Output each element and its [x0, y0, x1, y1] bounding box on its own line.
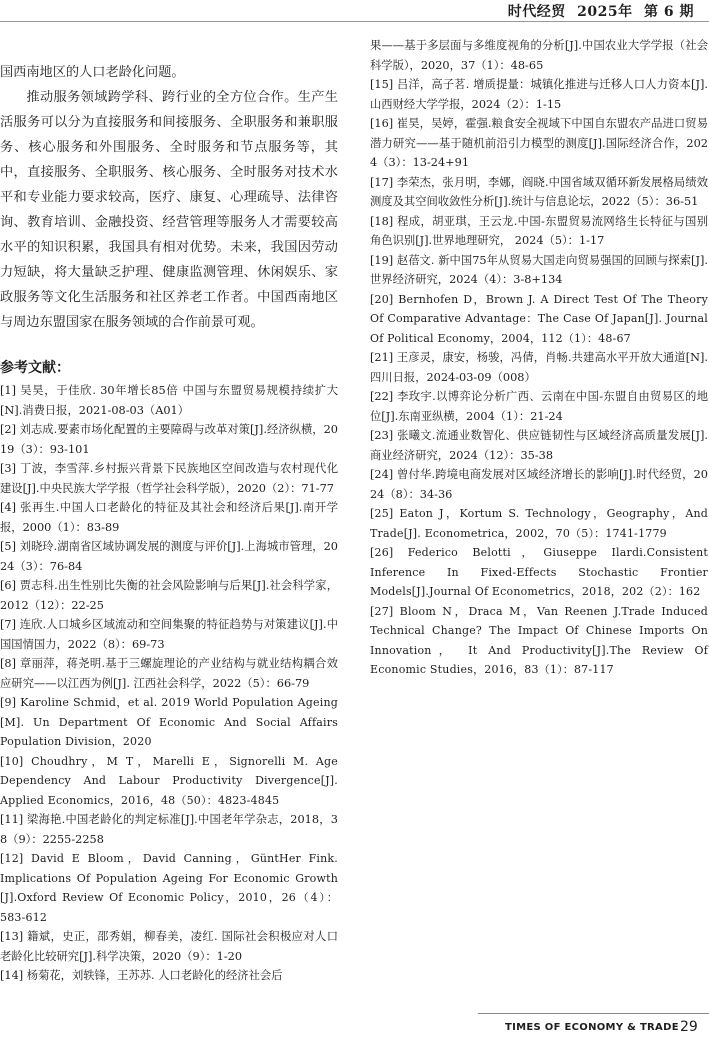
reference-item: [11] 梁海艳.中国老龄化的判定标准[J].中国老年学杂志，2018，38（9）：2255-2258 — [0, 813, 338, 846]
right-column — [370, 36, 708, 680]
reference-item: [26] Federico Belotti，Giuseppe Ilardi.Consistent Inference In Fixed-Effects Stochastic Frontier Models[J].Journal Of Econometrics，2018，202（2）：162 — [370, 546, 708, 598]
reference-item: [22] 李玫宇.以博弈论分析广西、云南在中国-东盟自由贸易区的地位[J].东南亚纵横，2004（1）：21-24 — [370, 390, 708, 423]
journal-name: 时代经贸 — [507, 4, 566, 20]
reference-item: [12] David E Bloom，David Canning，GüntHer Fink. Implications Of Population Ageing For Economic Growth [J].Oxford Review Of Economic Policy，2010，26（4）：583-612 — [0, 852, 338, 924]
reference-item: [8] 章丽萍，蒋尧明.基于三螺旋理论的产业结构与就业结构耦合效应研究——以江西为例[J]. 江西社会科学，2022（5）：66-79 — [0, 657, 338, 690]
journal-issue-label — [502, 1, 694, 21]
reference-item: [15] 吕洋，高子茗. 增质提量：城镇化推进与迁移人口人力资本[J].山西财经大学学报，2024（2）：1-15 — [370, 78, 708, 111]
body-paragraph-1: 国西南地区的人口老龄化问题。 — [0, 65, 185, 80]
header-divider — [0, 21, 709, 22]
page-footer — [0, 1013, 709, 1043]
reference-item: [20] Bernhofen D，Brown J. A Direct Test Of The Theory Of Comparative Advantage：The Case Of Japan[J]. Journal Of Political Economy，2004，112（1）：48-67 — [370, 292, 708, 345]
footer-divider — [478, 1013, 709, 1014]
reference-item: [16] 崔昊，吴婷，霍强.粮食安全视域下中国自东盟农产品进口贸易潜力研究——基于随机前沿引力模型的测度[J].国际经济合作，2024（3）：13-24+91 — [370, 117, 708, 169]
reference-item: [4] 张再生.中国人口老龄化的特征及其社会和经济后果[J].南开学报，2000（1）：83-89 — [0, 501, 338, 534]
reference-item: [13] 籍斌，史正，邵秀娟，柳春美，凌红. 国际社会积极应对人口老龄化比较研究[J].科学决策，2020（9）：1-20 — [0, 930, 338, 963]
journal-issue: 第 6 期 — [644, 4, 694, 20]
reference-item: [6] 贾志科.出生性别比失衡的社会风险影响与后果[J].社会科学家，2012（12）：22-25 — [0, 579, 338, 612]
page-header — [0, 0, 709, 22]
reference-item: [5] 刘晓玲.湖南省区域协调发展的测度与评价[J].上海城市管理，2024（3）：76-84 — [0, 540, 338, 573]
reference-item: [9] Karoline Schmid，et al. 2019 World Population Ageing [M]. Un Department Of Economic And Social Affairs Population Division，2020 — [0, 696, 338, 748]
page-number: 29 — [680, 1019, 698, 1035]
reference-item: [14] 杨菊花，刘轶锋，王苏苏. 人口老龄化的经济社会后 — [0, 969, 283, 982]
reference-item: [2] 刘志成.要素市场化配置的主要障碍与改革对策[J].经济纵横，2019（3）：93-101 — [0, 423, 338, 456]
references-heading: 参考文献： — [0, 360, 70, 376]
journal-year: 2025年 — [577, 4, 633, 20]
reference-item: [18] 程成，胡亚琪，王云龙.中国-东盟贸易流网络生长特征与国别角色识别[J].世界地理研究， 2024（5）：1-17 — [370, 214, 708, 247]
body-paragraph-2: 推动服务领域跨学科、跨行业的全方位合作。生产生活服务可以分为直接服务和间接服务、全职服务和兼职服务、核心服务和外围服务、全时服务和节点服务等，其中，直接服务、全职服务、核心服务、全时服务对技术水平和专业能力要求较高，医疗、康复、心理疏导、法律咨询、教育培训、金融投资、经营管理等服务人才需要较高水平的知识积累，我国具有相对优势。未来，我国因劳动力短缺，将大量缺乏护理、健康监测管理、休闲娱乐、家政服务等文化生活服务和社区养老工作者。中国西南地区与周边东盟国家在服务领域的合作前景可观。 — [0, 90, 338, 330]
reference-item: [17] 李荣杰，张月明，李娜，阎晓.中国省域双循环新发展格局绩效测度及其空间收敛性分析[J].统计与信息论坛，2022（5）：36-51 — [370, 175, 708, 208]
reference-item: [27] Bloom N，Draca M，Van Reenen J.Trade Induced Technical Change? The Impact Of Chinese Imports On Innovation， It And Productivity[J].The Review Of Economic Studies，2016，83（1）：87-117 — [370, 604, 708, 676]
reference-item: 果——基于多层面与多维度视角的分析[J].中国农业大学学报（社会科学版），2020，37（1）：48-65 — [370, 39, 708, 72]
reference-item: [7] 连欣.人口城乡区域流动和空间集聚的特征趋势与对策建议[J].中国国情国力，2022（8）：69-73 — [0, 618, 338, 651]
journal-english-name: TIMES OF ECONOMY & TRADE — [505, 1022, 679, 1033]
reference-item: [1] 吴昊，于佳欣. 30年增长85倍 中国与东盟贸易规模持续扩大[N].消费日报，2021-08-03（A01） — [0, 384, 338, 417]
reference-item: [25] Eaton J，Kortum S. Technology，Geography，And Trade[J]. Econometrica，2002，70（5）：1741-1779 — [370, 507, 708, 540]
reference-item: [23] 张曦文.流通业数智化、供应链韧性与区域经济高质量发展[J].商业经济研究，2024（12）：35-38 — [370, 429, 708, 462]
reference-item: [21] 王彦灵，康安，杨骏，冯倩，肖畅.共建高水平开放大通道[N].四川日报，2024-03-09（008） — [370, 351, 708, 384]
reference-item: [24] 曾付华.跨境电商发展对区域经济增长的影响[J].时代经贸，2024（8）：34-36 — [370, 468, 708, 501]
reference-item: [19] 赵蓓文. 新中国75年从贸易大国走向贸易强国的回顾与探索[J]. 世界经济研究，2024（4）：3-8+134 — [370, 253, 708, 286]
reference-item: [3] 丁波，李雪萍.乡村振兴背景下民族地区空间改造与农村现代化建设[J].中央民族大学学报（哲学社会科学版），2020（2）：71-77 — [0, 462, 338, 495]
reference-item: [10] Choudhry，M T，Marelli E，Signorelli M. Age Dependency And Labour Productivity Divergence[J]. Applied Economics，2016，48（50）：4823-4845 — [0, 754, 338, 807]
left-column — [0, 40, 338, 986]
